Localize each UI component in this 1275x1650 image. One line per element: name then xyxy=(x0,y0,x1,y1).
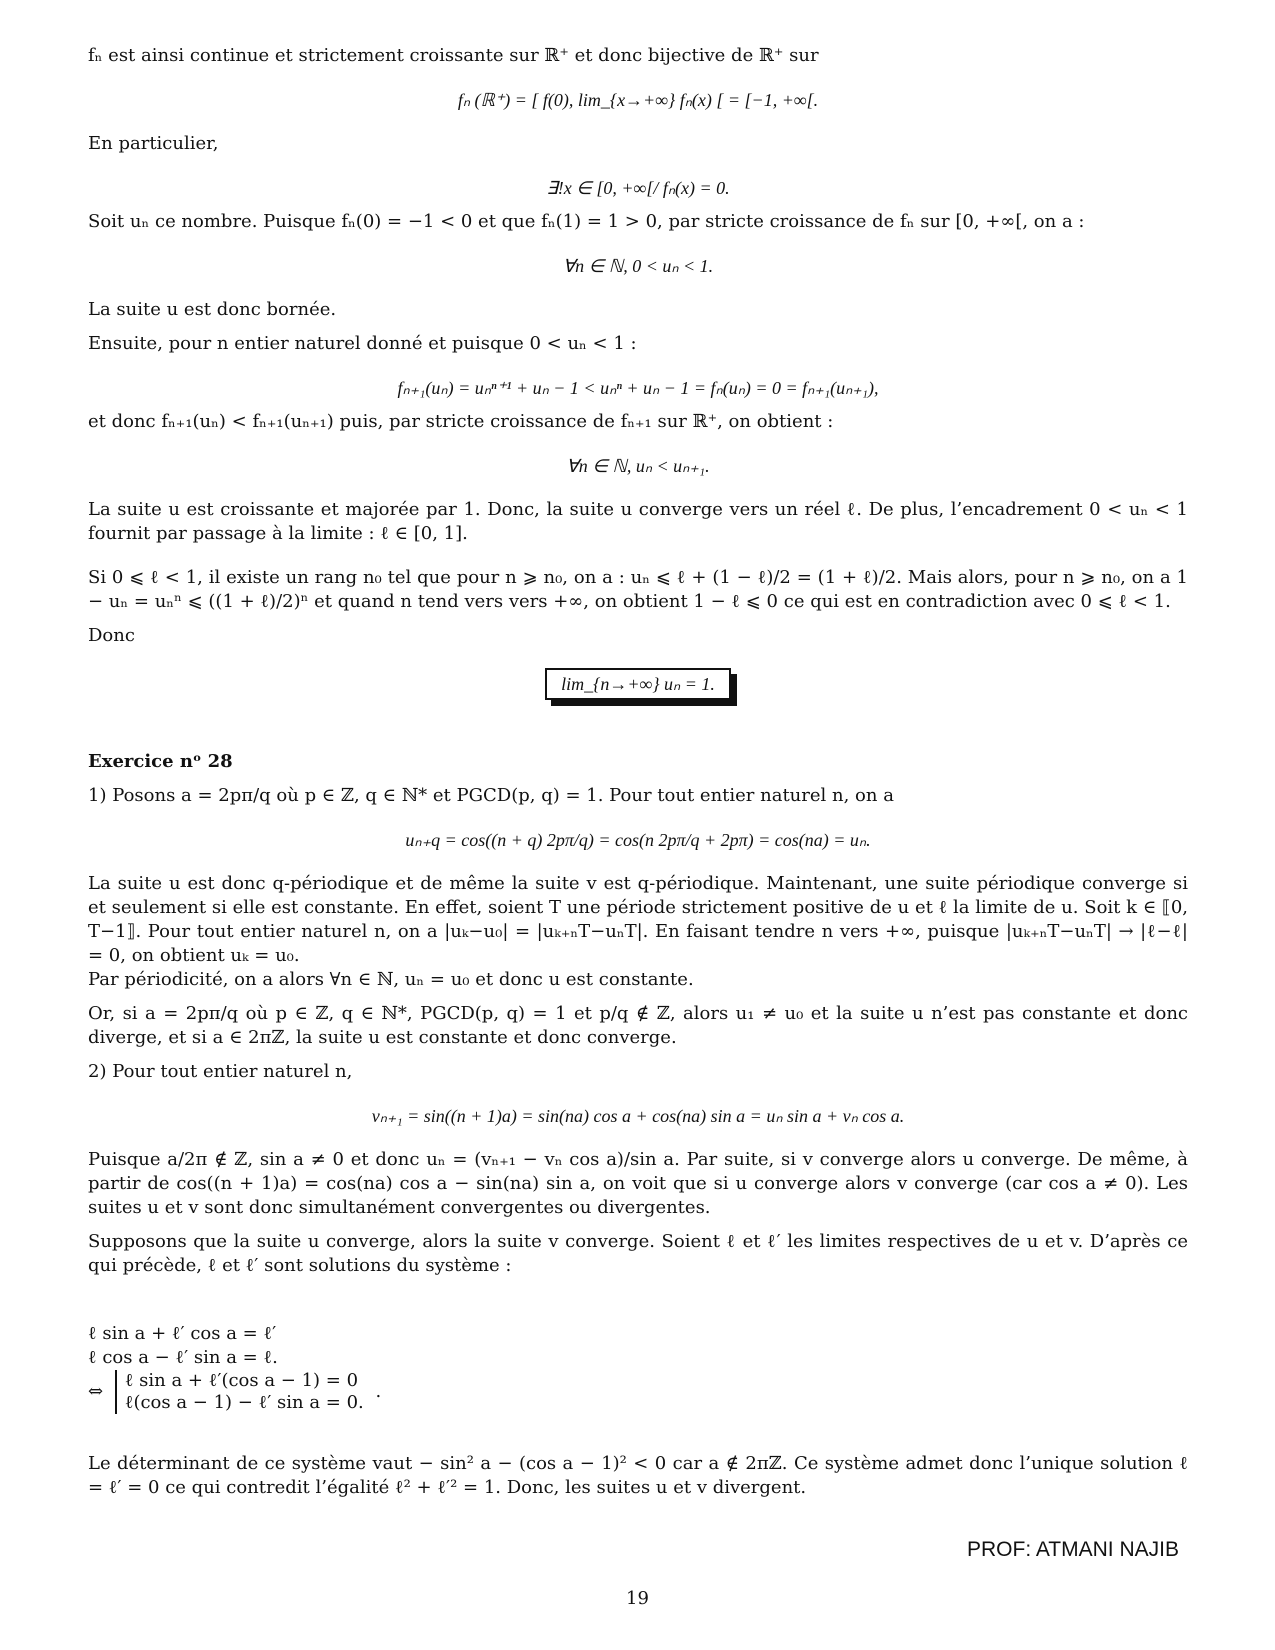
equation-recurrence: vₙ₊₁ = sin((n + 1)a) = sin(na) cos a + cos(na) sin a = uₙ sin a + vₙ cos a. xyxy=(371,1106,905,1126)
system-left-line-2: ℓ cos a − ℓ′ sin a = ℓ. xyxy=(88,1347,278,1368)
system-right xyxy=(115,1370,364,1414)
equation-system xyxy=(88,1298,1188,1322)
author-signature: PROF: ATMANI NAJIB xyxy=(967,1538,1179,1561)
boxed-result: lim_{n→+∞} uₙ = 1. xyxy=(545,668,731,700)
equation-image-f: fₙ (ℝ⁺) = [ f(0), lim_{x→+∞} fₙ(x) [ = [−1, +∞[. xyxy=(457,90,819,110)
system-right-line-2: ℓ(cos a − 1) − ℓ′ sin a = 0. xyxy=(124,1392,364,1413)
text-line: fₙ est ainsi continue et strictement croissante sur ℝ⁺ et donc bijective de ℝ⁺ sur xyxy=(88,45,819,66)
paragraph: 2) Pour tout entier naturel n, xyxy=(88,1061,353,1082)
boxed-result-container xyxy=(88,668,1188,700)
paragraph: Or, si a = 2pπ/q où p ∈ ℤ, q ∈ ℕ*, PGCD(p, q) = 1 et p/q ∉ ℤ, alors u₁ ≠ u₀ et la suite u n’est pas constante et donc diverge, et si a ∈ 2πℤ, la suite u est constante et donc converge. xyxy=(88,1003,1188,1048)
equation-bounds: ∀n ∈ ℕ, 0 < uₙ < 1. xyxy=(562,256,714,276)
exercise-title: Exercice nᵒ 28 xyxy=(88,751,233,772)
equation-unique-root: ∃!x ∈ [0, +∞[/ fₙ(x) = 0. xyxy=(546,178,730,198)
equation-comparison: fₙ₊₁(uₙ) = uₙⁿ⁺¹ + uₙ − 1 < uₙⁿ + uₙ − 1 = fₙ(uₙ) = 0 = fₙ₊₁(uₙ₊₁), xyxy=(397,378,879,398)
paragraph: Puisque a/2π ∉ ℤ, sin a ≠ 0 et donc uₙ = (vₙ₊₁ − vₙ cos a)/sin a. Par suite, si v converge alors u converge. De même, à partir de cos((n + 1)a) = cos(na) cos a − sin(na) sin a, on voit que si u converge alors v converge (car cos a ≠ 0). Les suites u et v sont donc simultanément convergentes ou divergentes. xyxy=(88,1149,1188,1218)
system-left-line-1: ℓ sin a + ℓ′ cos a = ℓ′ xyxy=(88,1323,277,1344)
text-line: La suite u est donc bornée. xyxy=(88,299,337,320)
text-line: et donc fₙ₊₁(uₙ) < fₙ₊₁(uₙ₊₁) puis, par stricte croissance de fₙ₊₁ sur ℝ⁺, on obtient : xyxy=(88,411,834,432)
paragraph: Par périodicité, on a alors ∀n ∈ ℕ, uₙ = u₀ et donc u est constante. xyxy=(88,969,694,990)
paragraph: La suite u est donc q-périodique et de même la suite v est q-périodique. Maintenant, une suite périodique converge si et seulement si elle est constante. En effet, soient T une période strictement positive de u et ℓ la limite de u. Soit k ∈ ⟦0, T−1⟧. Pour tout entier naturel n, on a |uₖ−u₀| = |uₖ₊ₙT−uₙT|. En faisant tendre n vers +∞, puisque |uₖ₊ₙT−uₙT| → |ℓ−ℓ| = 0, on obtient uₖ = u₀. xyxy=(88,873,1188,966)
page-number: 19 xyxy=(626,1588,649,1609)
text-line: Ensuite, pour n entier naturel donné et puisque 0 < uₙ < 1 : xyxy=(88,333,637,354)
equation-periodicity: uₙ₊q = cos((n + q) 2pπ/q) = cos(n 2pπ/q + 2pπ) = cos(na) = uₙ. xyxy=(405,830,871,850)
text-line: En particulier, xyxy=(88,133,219,154)
document-body xyxy=(88,44,1188,1500)
system-end-dot: . xyxy=(375,1381,382,1402)
text-line: Soit uₙ ce nombre. Puisque fₙ(0) = −1 < 0 et que fₙ(1) = 1 > 0, par stricte croissance de fₙ sur [0, +∞[, on a : xyxy=(88,211,1085,232)
equivalence-arrow: ⇔ xyxy=(88,1381,104,1402)
paragraph: La suite u est croissante et majorée par 1. Donc, la suite u converge vers un réel ℓ. De plus, l’encadrement 0 < uₙ < 1 fournit par passage à la limite : ℓ ∈ [0, 1]. xyxy=(88,499,1188,544)
paragraph: Le déterminant de ce système vaut − sin² a − (cos a − 1)² < 0 car a ∉ 2πℤ. Ce système admet donc l’unique solution ℓ = ℓ′ = 0 ce qui contredit l’égalité ℓ² + ℓ′² = 1. Donc, les suites u et v divergent. xyxy=(88,1453,1188,1498)
text-line: Donc xyxy=(88,625,135,646)
paragraph: Supposons que la suite u converge, alors la suite v converge. Soient ℓ et ℓ′ les limites respectives de u et v. D’après ce qui précède, ℓ et ℓ′ sont solutions du système : xyxy=(88,1231,1188,1276)
system-right-line-1: ℓ sin a + ℓ′(cos a − 1) = 0 xyxy=(124,1370,359,1391)
paragraph: 1) Posons a = 2pπ/q où p ∈ ℤ, q ∈ ℕ* et PGCD(p, q) = 1. Pour tout entier naturel n, on a xyxy=(88,785,894,806)
paragraph: Si 0 ⩽ ℓ < 1, il existe un rang n₀ tel que pour n ⩾ n₀, on a : uₙ ⩽ ℓ + (1 − ℓ)/2 = (1 + ℓ)/2. Mais alors, pour n ⩾ n₀, on a 1 − uₙ = uₙⁿ ⩽ ((1 + ℓ)/2)ⁿ et quand n tend vers vers +∞, on obtient 1 − ℓ ⩽ 0 ce qui est en contradiction avec 0 ⩽ ℓ < 1. xyxy=(88,567,1188,612)
equation-increasing: ∀n ∈ ℕ, uₙ < uₙ₊₁. xyxy=(566,456,710,476)
